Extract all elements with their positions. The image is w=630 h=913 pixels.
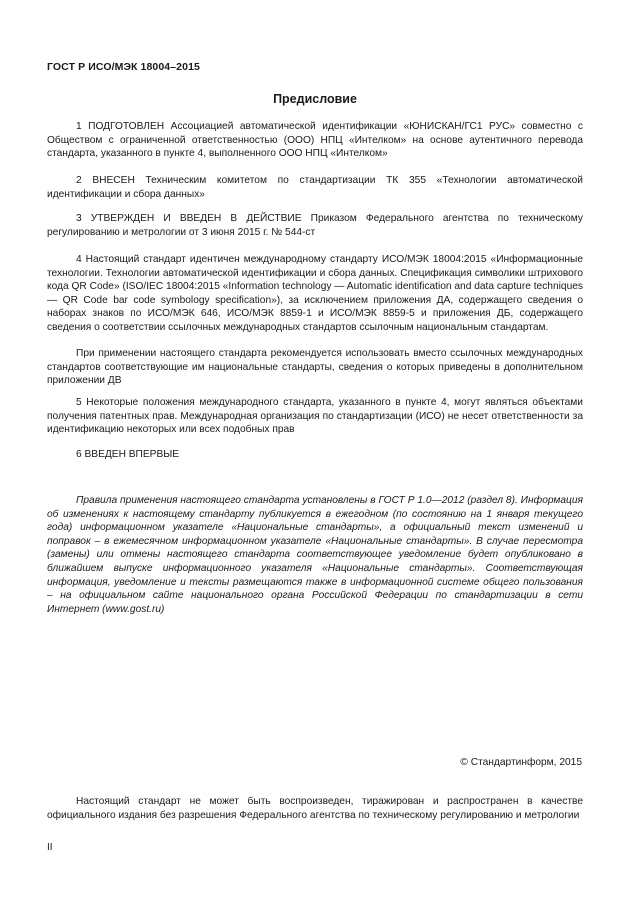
paragraph-1: 1 ПОДГОТОВЛЕН Ассоциацией автоматической идентификации «ЮНИСКАН/ГС1 РУС» совместно с Обществом с ограниченной ответственностью (ООО) НПЦ «Интелком» на основе аутентичного перевода стандарта, указанного в пункте 4, выполненного ООО НПЦ «Интелком» [47, 121, 583, 160]
page-number: II [47, 842, 53, 853]
paragraph-3: 3 УТВЕРЖДЕН И ВВЕДЕН В ДЕЙСТВИЕ Приказом Федерального агентства по техническому регулированию и метрологии от 3 июня 2015 г. № 544-ст [47, 213, 583, 238]
paragraph-2: 2 ВНЕСЕН Техническим комитетом по стандартизации ТК 355 «Технологии автоматической идентификации и сбора данных» [47, 175, 583, 200]
paragraph-4-continued: При применении настоящего стандарта рекомендуется использовать вместо ссылочных международных стандартов соответствующие им национальные стандарты, сведения о которых приведены в дополнительном приложении ДВ [47, 348, 583, 387]
paragraph-4: 4 Настоящий стандарт идентичен международному стандарту ИСО/МЭК 18004:2015 «Информационные технологии. Технологии автоматической идентификации и сбора данных. Спецификация символики штрихового кода QR Code» (ISO/IEC 18004:2015 «Information technology — Automatic identification and data capture techniques — QR Code bar code symbology specification»), за исключением приложения ДА, содержащего сведения о наборах знаков по ИСО/МЭК 646, ИСО/МЭК 8859-1 и ИСО/МЭК 8859-5 и приложения ДБ, содержащего сведения о соответствии ссылочных международных стандартов ссылочным национальным стандартам. [47, 254, 583, 333]
copyright: © Стандартинформ, 2015 [460, 757, 582, 768]
reproduction-notice: Настоящий стандарт не может быть воспроизведен, тиражирован и распространен в качестве официального издания без разрешения Федерального агентства по техническому регулированию и метрологии [47, 796, 583, 821]
paragraph-6: 6 ВВЕДЕН ВПЕРВЫЕ [76, 449, 180, 460]
paragraph-5: 5 Некоторые положения международного стандарта, указанного в пункте 4, могут являться объектами получения патентных прав. Международная организация по стандартизации (ИСО) не несет ответственности за идентификацию некоторых или всех подобных прав [47, 397, 583, 436]
document-header: ГОСТ Р ИСО/МЭК 18004–2015 [47, 61, 200, 73]
application-rules-note: Правила применения настоящего стандарта установлены в ГОСТ Р 1.0—2012 (раздел 8). Информация об изменениях к настоящему стандарту публикуется в ежегодном (по состоянию на 1 января текущего года) информационном указателе «Национальные стандарты», а официальный текст изменений и поправок – в ежемесячном информационном указателе «Национальные стандарты». В случае пересмотра (замены) или отмены настоящего стандарта соответствующее уведомление будет опубликовано в ближайшем выпуске информационного указателя «Национальные стандарты». Соответствующая информация, уведомление и тексты размещаются также в информационной системе общего пользования – на официальном сайте национального органа Российской Федерации по стандартизации в сети Интернет (www.gost.ru) [47, 495, 583, 615]
section-title: Предисловие [273, 92, 357, 106]
